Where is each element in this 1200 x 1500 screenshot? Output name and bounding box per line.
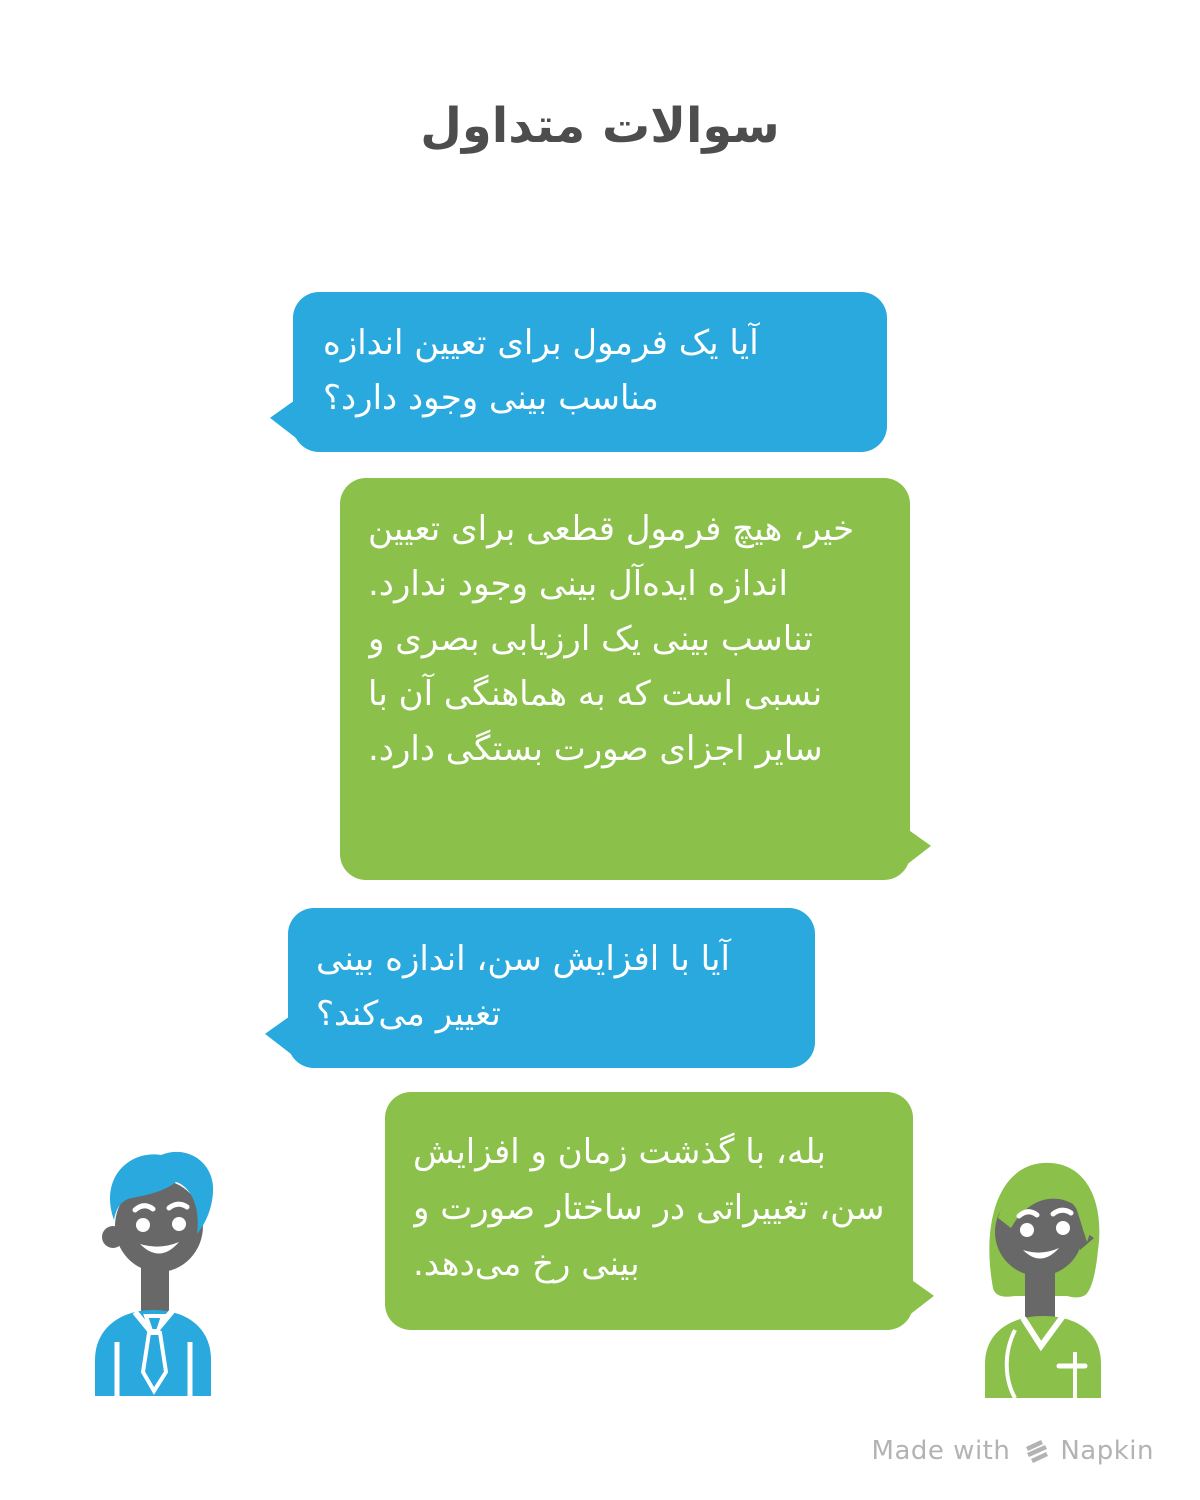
brand-text: Napkin xyxy=(1060,1436,1154,1466)
answer-1-text: خیر، هیچ فرمول قطعی برای تعیین اندازه ایده‌آل بینی وجود ندارد. تناسب بینی یک ارزیابی بصری و نسبی است که به هماهنگی آن با سایر اجزای صورت بستگی دارد. xyxy=(368,509,855,769)
eye xyxy=(172,1217,186,1231)
napkin-logo-icon xyxy=(1020,1437,1050,1465)
question-2-text: آیا با افزایش سن، اندازه بینی تغییر می‌کند؟ xyxy=(316,939,730,1034)
man-avatar xyxy=(83,1136,223,1396)
made-with-napkin-credit xyxy=(872,1436,1154,1466)
eye xyxy=(1020,1223,1034,1237)
eye xyxy=(136,1218,150,1232)
bubble-tail-right-icon xyxy=(905,824,931,866)
page-title: سوالات متداول xyxy=(420,98,780,154)
answer-2-text: بله، با گذشت زمان و افزایش سن، تغییراتی در ساختار صورت و بینی رخ می‌دهد. xyxy=(413,1132,885,1284)
eye xyxy=(1056,1221,1070,1235)
bubble-tail-right-icon xyxy=(908,1274,934,1316)
bubble-tail-left-icon xyxy=(265,1012,291,1054)
question-bubble-1 xyxy=(293,292,887,452)
question-1-text: آیا یک فرمول برای تعیین اندازه مناسب بینی وجود دارد؟ xyxy=(323,323,759,418)
bubble-tail-left-icon xyxy=(270,396,296,438)
tie-knot xyxy=(146,1316,163,1331)
question-bubble-2 xyxy=(288,908,815,1068)
answer-bubble-1 xyxy=(340,478,910,880)
woman-blouse xyxy=(985,1316,1101,1398)
woman-avatar xyxy=(973,1138,1113,1398)
made-with-text: Made with xyxy=(871,1436,1011,1466)
answer-bubble-2 xyxy=(385,1092,913,1330)
